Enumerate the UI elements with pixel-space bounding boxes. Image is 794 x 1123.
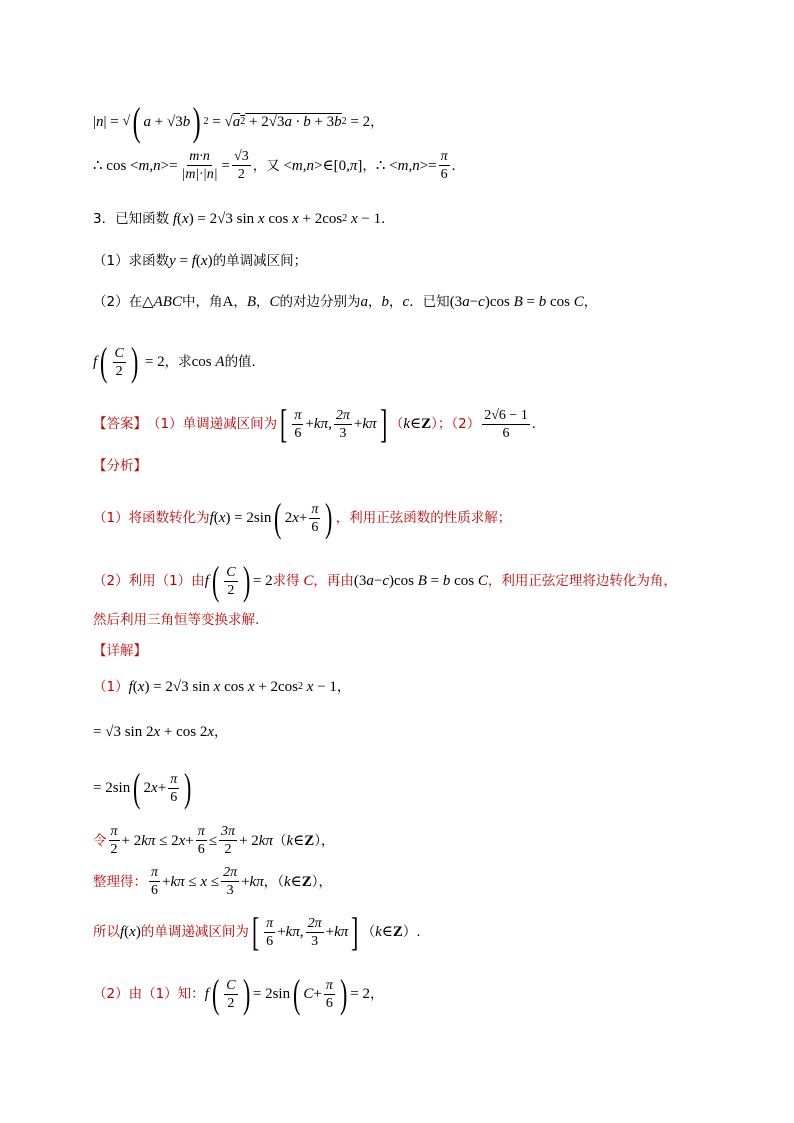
answer-kz-open: （ <box>389 416 404 432</box>
answer-part-1: （1）单调递减区间为 <box>147 416 278 432</box>
line-vector-norm: | n | = √ ( a + √3 b ) 2 = √ a 2 + 2√3 a · b + 3 $\overline{b}$ 2 = 2 ， <box>93 99 384 144</box>
detail-step-4: 令 $\frac{\pi}{2}$ + 2 kπ ≤ 2 x + $\frac{\pi}{6}$ ≤ $\frac{3\pi}{2}$ + 2 kπ （ k ∈ Z ）， <box>93 824 335 857</box>
detail-step-2: = √3 sin 2 x + cos 2 x ， <box>93 724 228 740</box>
part-2-mid3: ．已知 <box>409 294 450 310</box>
analysis-tag <box>93 456 147 476</box>
analysis-2d: ，利用正弦定理将边转化为角， <box>487 573 677 589</box>
detail-step-7: （2）由（1）知： f ( $\frac{C}{2}$ ) = 2sin ( C + $\frac{\pi}{6}$ ) = 2 ， <box>93 971 384 1016</box>
analysis-tag-text: 【分析】 <box>93 458 147 474</box>
detail-1-label: （1） <box>93 679 129 695</box>
part-2-mid1: 中，角 <box>181 294 223 310</box>
problem-3-part-2: （2）在 △ ABC 中，角 A ， B ， C 的对边分别为 a ， b ， c ．已知 (3 a − c )cos B = b cos C ， <box>93 294 598 310</box>
part-1-label: （1）求函数 <box>93 253 170 269</box>
problem-3-statement: 3．已知函数 f ( x ) = 2√3 sin x cos x + 2cos 2 x − 1 ． <box>93 211 395 227</box>
analysis-1b: ，利用正弦函数的性质求解； <box>335 510 512 526</box>
you-label: ，又 <box>252 157 280 174</box>
line-cos-angle: ∴ cos < m , n >= $\frac{m\cdot n}{|m|\cdot|n|}$ = $\frac{√3}{2}$ ，又 < m , n >∈[0, π ] ， ∴ < m , n >= $\frac{\pi}{6}$ . <box>93 149 456 182</box>
detail-step-5: 整理得： $\frac{\pi}{6}$ + kπ ≤ x ≤ $\frac{2\pi}{3}$ + kπ ，（ k ∈ Z ）， <box>93 865 333 898</box>
zhengli-label: 整理得： <box>93 873 147 890</box>
analysis-2c: ，再由 <box>313 573 354 589</box>
detail-2-label: （2）由（1）知： <box>93 986 205 1002</box>
detail-step-6: 所以 f ( x ) 的单调递减区间为 [ $\frac{\pi}{6}$ + kπ , $\frac{2\pi}{3}$ + kπ ] （ k ∈ Z ）. <box>93 909 421 954</box>
analysis-step-3 <box>93 610 259 630</box>
part-2-mid2: 的对边分别为 <box>279 294 361 310</box>
ask-suffix: 的值． <box>224 354 266 370</box>
analysis-step-2: （2）利用（1）由 f ( $\frac{C}{2}$ ) = 2 求得 C ，再由 (3 a − c )cos B = b cos C ，利用正弦定理将边转化为角， <box>93 558 677 603</box>
analysis-2a: （2）利用（1）由 <box>93 573 205 589</box>
ling-label: 令 <box>93 832 107 849</box>
problem-3-prefix: 3．已知函数 <box>93 211 170 227</box>
analysis-2b: 求得 <box>272 573 300 589</box>
detail-tag <box>93 641 147 661</box>
analysis-1a: （1）将函数转化为 <box>93 510 210 526</box>
detail-step-1: （1） f ( x ) = 2√3 sin x cos x + 2cos 2 x − 1 ， <box>93 679 351 695</box>
detail-tag-text: 【详解】 <box>93 643 147 659</box>
therefore-symbol: ∴ <box>93 157 103 174</box>
answer-line: 【答案】 （1）单调递减区间为 [ $\frac{\pi}{6}$ + kπ , $\frac{2\pi}{3}$ + kπ ] （ k ∈ Z ）；（2） $\frac{2√6 - 1}{6}$ . <box>93 401 536 446</box>
analysis-step-1: （1）将函数转化为 f ( x ) = 2sin ( 2 x + $\frac{\pi}{6}$ ) ，利用正弦函数的性质求解； <box>93 495 512 540</box>
part-1-suffix: 的单调减区间； <box>212 253 308 269</box>
problem-3-part-1: （1）求函数 y = f ( x ) 的单调减区间； <box>93 253 308 269</box>
suoyi-label: 所以 <box>93 924 120 940</box>
part-2-label: （2）在 <box>93 294 143 310</box>
answer-tag: 【答案】 <box>93 416 147 432</box>
answer-part-2: ）；（2） <box>431 416 481 432</box>
ask-prefix: ，求 <box>164 354 192 370</box>
analysis-3: 然后利用三角恒等变换求解. <box>93 612 260 628</box>
detail-step-3: = 2sin ( 2 x + $\frac{\pi}{6}$ ) <box>93 765 192 810</box>
problem-3-condition: f ( $\frac{C}{2}$ ) = 2 ，求 cos A 的值． <box>93 339 266 384</box>
suoyi-suffix: 的单调递减区间为 <box>140 924 249 940</box>
